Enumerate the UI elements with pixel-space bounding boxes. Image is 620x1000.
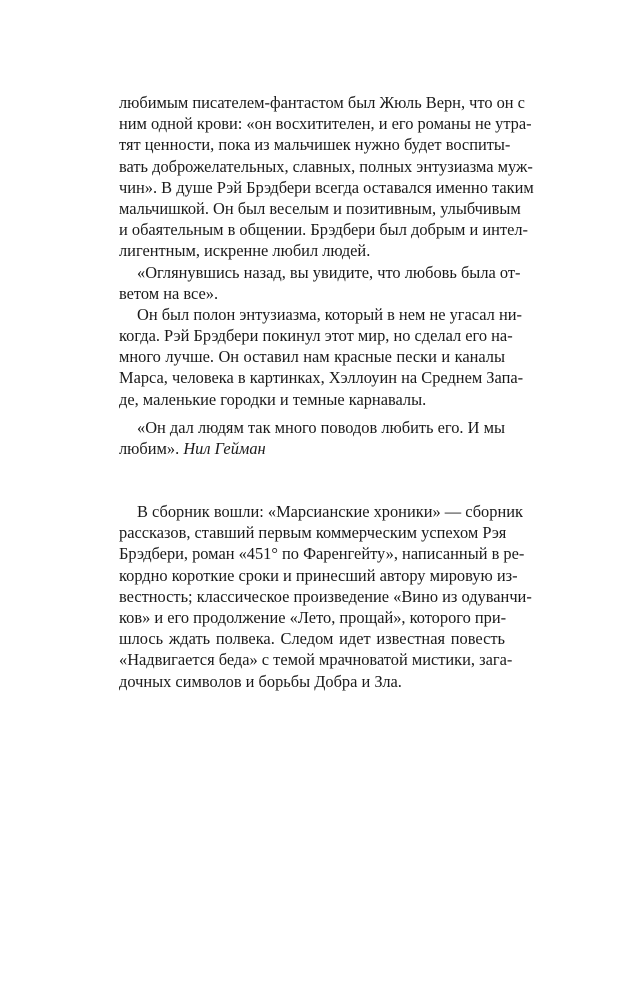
text-line: когда. Рэй Брэдбери покинул этот мир, но сделал его на- [119, 326, 513, 346]
text-line: дочных символов и борьбы Добра и Зла. [119, 671, 402, 691]
text-line: чин». В душе Рэй Брэдбери всегда оставался именно таким [119, 177, 534, 197]
quote-line [119, 438, 505, 459]
quote-block [119, 417, 505, 459]
text-line: ветом на все». [119, 283, 219, 303]
text-line: тят ценности, пока из мальчишек нужно будет воспиты- [119, 135, 511, 155]
text-line: любимым писателем-фантастом был Жюль Верн, что он с [119, 93, 525, 112]
text-line: В сборник вошли: «Марсианские хроники» — сборник [137, 502, 523, 521]
quote-author: Нил Гейман [183, 439, 266, 459]
text-line: Марса, человека в картинках, Хэллоуин на Среднем Запа- [119, 368, 524, 388]
text-line: шлось ждать полвека. Следом идет известная повесть [119, 629, 505, 649]
text-line: вать доброжелательных, славных, полных энтузиазма муж- [119, 156, 533, 176]
text-line: ним одной крови: «он восхитителен, и его романы не утра- [119, 114, 532, 134]
text-line: и обаятельным в общении. Брэдбери был добрым и интел- [119, 220, 529, 240]
text-line: «Оглянувшись назад, вы увидите, что любовь была от- [137, 262, 521, 282]
text-line: кордно короткие сроки и принесший автору мировую из- [119, 565, 518, 585]
text-line: «Надвигается беда» с темой мрачноватой мистики, зага- [119, 650, 513, 670]
text-line: ков» и его продолжение «Лето, прощай», которого при- [119, 607, 507, 627]
text-line: лигентным, искренне любил людей. [119, 241, 371, 261]
collection-description [119, 501, 532, 692]
quote-line: «Он дал людям так много поводов любить его. И мы [137, 418, 505, 437]
text-line: Брэдбери, роман «451° по Фаренгейту», написанный в ре- [119, 544, 525, 564]
main-text-block [119, 92, 534, 410]
text-line: много лучше. Он оставил нам красные пески и каналы [119, 347, 505, 367]
quote-text: любим». [119, 439, 184, 459]
text-line: мальчишкой. Он был веселым и позитивным, улыбчивым [119, 198, 521, 218]
text-line: Он был полон энтузиазма, который в нем не угасал ни- [137, 304, 522, 324]
text-line: вестность; классическое произведение «Вино из одуванчи- [119, 586, 532, 606]
text-line: де, маленькие городки и темные карнавалы. [119, 389, 427, 409]
text-line: рассказов, ставший первым коммерческим успехом Рэя [119, 523, 507, 543]
